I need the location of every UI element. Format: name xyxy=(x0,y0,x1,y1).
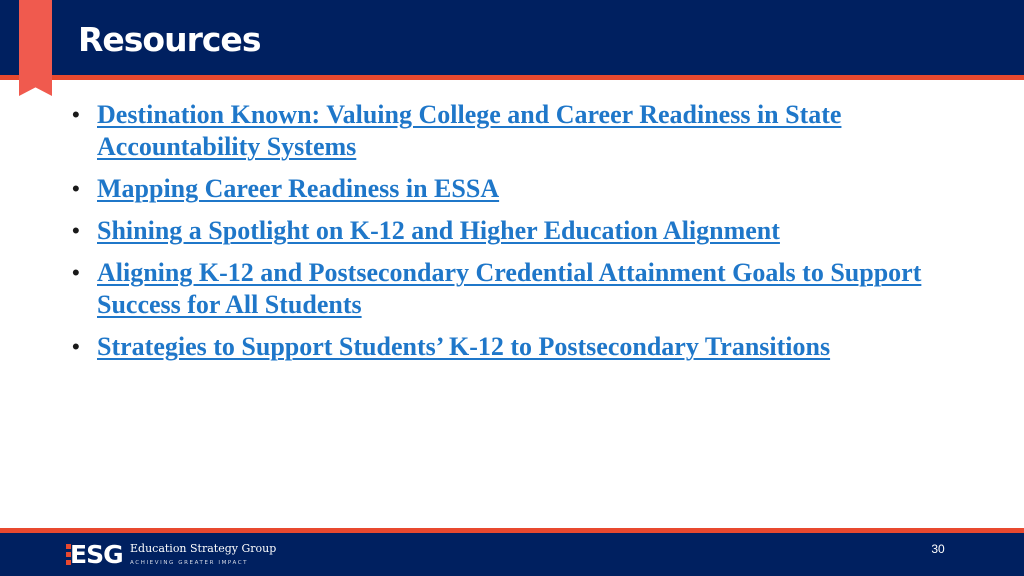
esg-logo xyxy=(66,540,276,570)
logo-name: Education Strategy Group xyxy=(130,542,277,555)
list-item xyxy=(72,173,972,205)
resource-link-destination-known[interactable]: Destination Known: Valuing College and Career Readiness in State Accountability Systems xyxy=(97,100,842,161)
resource-link-mapping-career-readiness[interactable]: Mapping Career Readiness in ESSA xyxy=(97,174,500,203)
bullet: • xyxy=(72,218,80,243)
list-item xyxy=(72,215,972,247)
bullet: • xyxy=(72,334,80,359)
resource-link-shining-a-spotlight[interactable]: Shining a Spotlight on K-12 and Higher Education Alignment xyxy=(97,216,780,245)
resource-link-strategies-transitions[interactable]: Strategies to Support Students’ K-12 to Postsecondary Transitions xyxy=(97,332,831,361)
bookmark-ribbon-icon xyxy=(19,0,52,96)
bullet: • xyxy=(72,102,80,127)
page-number: 30 xyxy=(931,542,945,556)
esg-logo-mark xyxy=(66,541,122,569)
bullet: • xyxy=(72,260,80,285)
page-title: Resources xyxy=(78,20,261,59)
bullet: • xyxy=(72,176,80,201)
logo-tagline: ACHIEVING GREATER IMPACT xyxy=(130,560,249,566)
logo-letters: ESG xyxy=(70,540,123,569)
list-item xyxy=(72,99,972,163)
logo-text xyxy=(130,542,276,568)
header-accent-stripe xyxy=(0,75,1024,80)
list-item xyxy=(72,331,972,363)
resource-link-aligning-k12-postsecondary[interactable]: Aligning K-12 and Postsecondary Credential Attainment Goals to Support Success for All Students xyxy=(97,258,922,319)
header-bar xyxy=(0,0,1024,75)
list-item xyxy=(72,257,972,321)
resource-list xyxy=(72,99,972,373)
